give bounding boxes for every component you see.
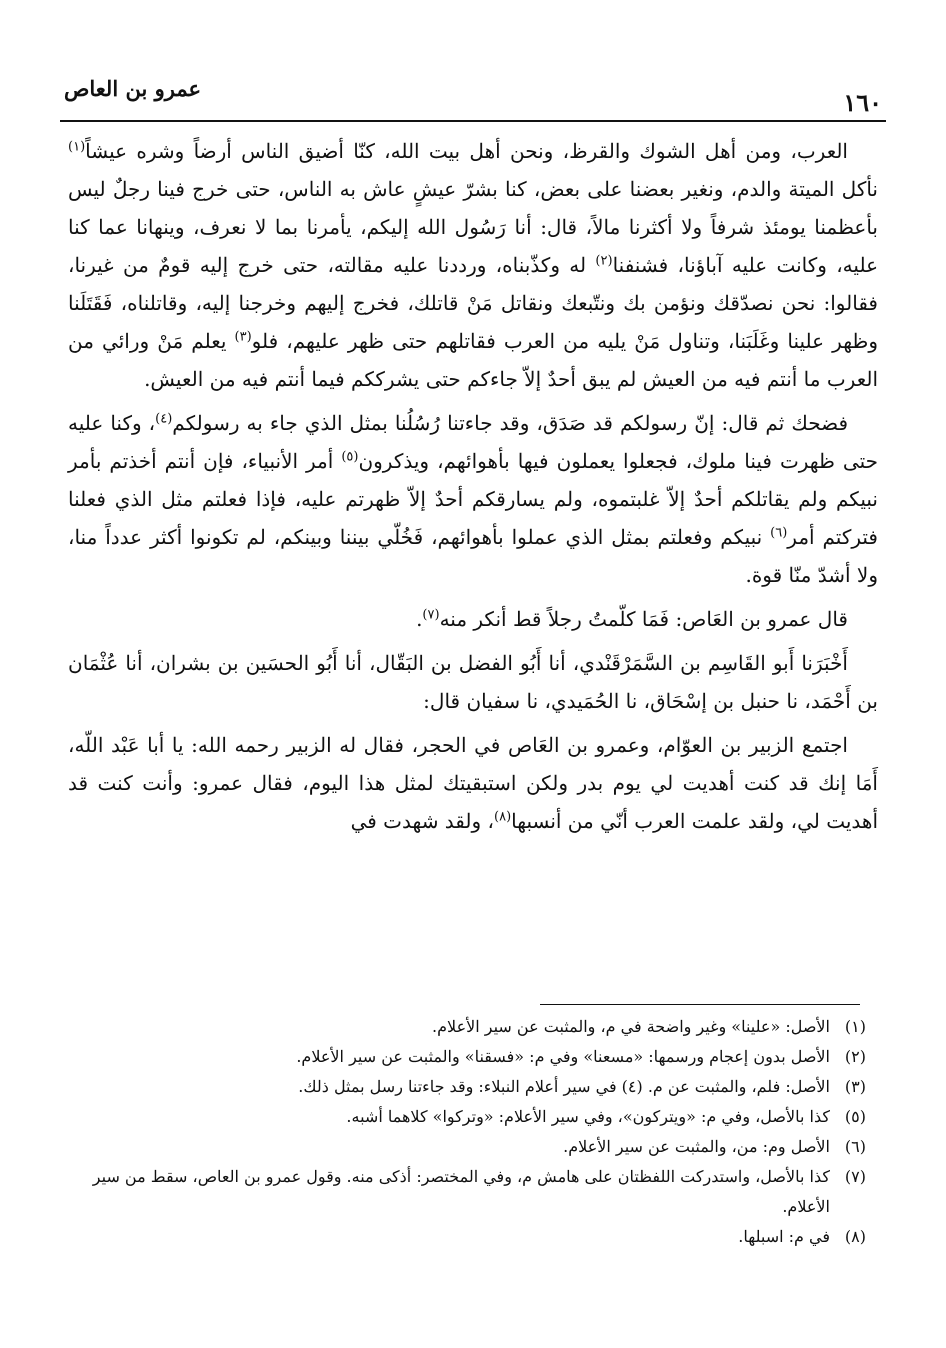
body-text bbox=[68, 132, 878, 846]
running-title: عمرو بن العاص bbox=[64, 76, 202, 101]
running-header bbox=[60, 70, 886, 122]
text-run: فضحك ثم قال: إنّ رسولكم قد صَدَق، وقد جاءتنا رُسُلُنا بمثل الذي جاء به رسولكم bbox=[172, 411, 849, 435]
footnote-marker: (٦) bbox=[770, 525, 788, 541]
text-run: . bbox=[416, 607, 423, 631]
text-run: نبيكم وفعلتم بمثل الذي عملوا بأهوائهم، فَخُلّي بيننا وبينكم، لم تكونوا أكثر عدداً منا، ولا أشدّ منّا قوة. bbox=[68, 525, 878, 587]
footnote-marker: (٤) bbox=[155, 411, 173, 427]
text-run: العرب، ومن أهل الشوك والقرظ، ونحن أهل بيت الله، كنّا أضيق الناس أرضاً وشره عيشاً bbox=[85, 139, 848, 163]
footnote-number: (٦) bbox=[844, 1137, 866, 1156]
text-run: له وكذّبناه، ورددنا عليه مقالته، حتى خرج إليه قومٌ من غيرنا، فقالوا: نحن نصدّقك ونؤمن بك ونتّبعك ونقاتل مَنْ قاتلك، فخرج إليهم وخرجنا إليه، وقاتلناه، فَقَتَلَنا وظهر علينا وغَلَبَنا، وتناول مَنْ يليه من العرب فقاتلهم حتى ظهر عليهم، فلو bbox=[68, 253, 878, 353]
footnote-marker: (٨) bbox=[494, 809, 512, 825]
footnotes bbox=[68, 1012, 866, 1252]
footnote-text: الأصل بدون إعجام ورسمها: «مسعنا» وفي م: «فسقنا» والمثبت عن سير الأعلام. bbox=[296, 1047, 830, 1066]
footnote-text: الأصل: «علينا» وغير واضحة في م، والمثبت عن سير الأعلام. bbox=[432, 1017, 830, 1036]
footnote-text: في م: اسبلها. bbox=[738, 1227, 830, 1246]
footnote-number: (٣) bbox=[844, 1077, 866, 1096]
paragraph bbox=[68, 600, 878, 638]
text-run: ، ولقد شهدت في bbox=[350, 809, 494, 833]
footnote-number: (١) bbox=[844, 1017, 866, 1036]
footnote-number: (٧) bbox=[844, 1167, 866, 1186]
footnote-number: (٨) bbox=[844, 1227, 866, 1246]
text-run: نأكل الميتة والدم، ونغير بعضنا على بعض، كنا بشرّ عيشٍ عاش به الناس، حتى خرج فينا رجلٌ ليس بأعظمنا يومئذ شرفاً ولا أكثرنا مالاً، قال: أنا رَسُول الله إليكم، يأمرنا بما لا نعرف، وينهانا عما كنا عليه، وكانت عليه آباؤنا، فشنفنا bbox=[68, 177, 878, 277]
footnote-number: (٥) bbox=[844, 1107, 866, 1126]
footnote-text: الأصل وم: من، والمثبت عن سير الأعلام. bbox=[563, 1137, 830, 1156]
text-run: أَخْبَرَنا أَبو القَاسِم بن السَّمَرْقَنْدي، أنا أَبُو الفضل بن البَقّال، أنا أَبُو الحسَين بن بشران، أنا عُثْمَان بن أَحْمَد، نا حنبل بن إسْحَاق، نا الحُمَيدي، نا سفيان قال: bbox=[68, 651, 878, 713]
footnote bbox=[68, 1012, 866, 1042]
text-run: أمر الأنبياء، فإن أنتم أخذتم بأمر نبيكم ولم يقاتلكم أحدٌ إلاّ غلبتموه، ولم يسارقكم أحدٌ إلاّ ظهرتم عليه، فإذا فعلتم مثل الذي فعلنا فتركتم أمر bbox=[68, 449, 878, 549]
footnote bbox=[68, 1222, 866, 1252]
footnote-marker: (١) bbox=[68, 139, 86, 155]
text-run: ، وكنا عليه حتى ظهرت فينا ملوك، فجعلوا يعملون فيها بأهوائهم، ويذكرون bbox=[68, 411, 878, 473]
text-run: قال عمرو بن العَاص: فَمَا كلّمتُ رجلاً قط أنكر منه bbox=[439, 607, 848, 631]
footnote-marker: (٧) bbox=[422, 607, 440, 623]
footnote bbox=[68, 1162, 866, 1222]
footnote-divider bbox=[540, 1004, 860, 1005]
paragraph bbox=[68, 726, 878, 840]
footnote bbox=[68, 1072, 866, 1102]
footnote-text: كذا بالأصل، واستدركت اللفظتان على هامش م، وفي المختصر: أذكى منه. وقول عمرو بن العاص، سقط من سير الأعلام. bbox=[92, 1167, 830, 1216]
footnote-text: كذا بالأصل، وفي م: «ويتركون»، وفي سير الأعلام: «وتركوا» كلاهما أشبه. bbox=[346, 1107, 830, 1126]
footnote-number: (٢) bbox=[844, 1047, 866, 1066]
footnote bbox=[68, 1042, 866, 1072]
footnote-text: الأصل: فلم، والمثبت عن م. (٤) في سير أعلام النبلاء: وقد جاءتنا رسل بمثل ذلك. bbox=[298, 1077, 830, 1096]
footnote bbox=[68, 1132, 866, 1162]
text-run: يعلم مَنْ ورائي من العرب ما أنتم فيه من العيش لم يبق أحدٌ إلاّ جاءكم حتى يشرككم فيما أنتم فيه من العيش. bbox=[68, 329, 878, 391]
page-number: ١٦٠ bbox=[843, 88, 882, 117]
footnote-marker: (٥) bbox=[341, 449, 359, 465]
paragraph bbox=[68, 644, 878, 720]
text-run: اجتمع الزبير بن العوّام، وعمرو بن العَاص في الحجر، فقال له الزبير رحمه الله: يا أبا عَبْد اللّه، أَمَا إنك قد كنت أهديت لي يوم بدر ولكن استبقيتك لمثل هذا اليوم، فقال عمرو: وأنت كنت قد أهديت لي، ولقد علمت العرب أنّي من أنسبها bbox=[68, 733, 878, 833]
paragraph bbox=[68, 132, 878, 398]
footnote-marker: (٢) bbox=[595, 253, 613, 269]
footnote-marker: (٣) bbox=[234, 329, 252, 345]
footnote bbox=[68, 1102, 866, 1132]
paragraph bbox=[68, 404, 878, 594]
